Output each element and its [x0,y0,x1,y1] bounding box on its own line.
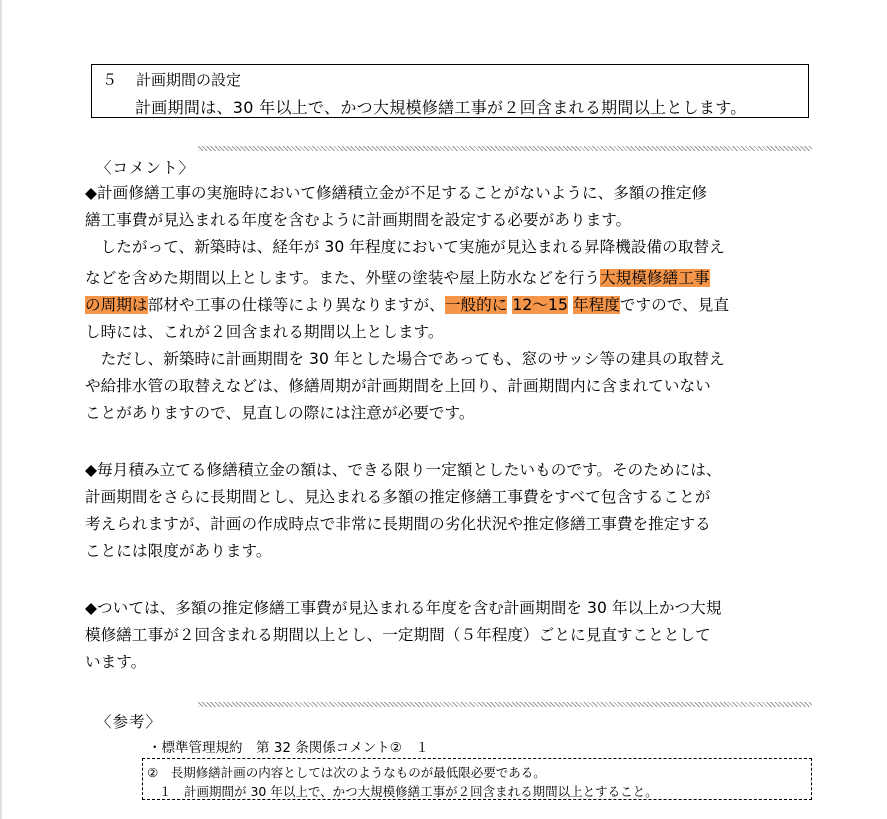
reference-quote-line: ② 長期修繕計画の内容としては次のようなものが最低限必要である。 [147,765,546,780]
page-left-border [0,0,2,819]
comment-line [85,293,729,317]
section-body: 計画期間は、30 年以上で、かつ大規模修繕工事が２回含まれる期間以上とします。 [135,98,747,117]
comment-line: ◆計画修繕工事の実施時において修繕積立金が不足することがないように、多額の推定修 [85,184,708,202]
highlighted-text: の周期は [85,296,148,314]
comment-line: ことには限度があります。 [85,542,272,560]
comment-line: 繕工事費が見込まれる年度を含むように計画期間を設定する必要があります。 [85,211,632,229]
comment-line: や給排水管の取替えなどは、修繕周期が計画期間を上回り、計画期間内に含まれていない [85,377,711,395]
comment-line: ただし、新築時に計画期間を 30 年とした場合であっても、窓のサッシ等の建具の取替え [85,350,725,368]
comment-text: ですので、見直 [619,296,730,314]
highlighted-text: 年程度 [572,296,620,314]
comment-line: したがって、新築時は、経年が 30 年程度において実施が見込まれる昇降機設備の取替え [85,238,725,256]
section-number: ５ [102,71,118,89]
comment-line: います。 [85,653,147,671]
comment-line: ◆毎月積み立てる修繕積立金の額は、できる限り一定額としたいものです。そのためには、 [85,461,722,479]
comment-line: 計画期間をさらに長期間とし、見込まれる多額の推定修繕工事費をすべて包含することが [85,488,711,506]
comment-line [85,266,710,290]
comment-line: し時には、これが２回含まれる期間以上とします。 [85,323,444,341]
comment-line: 模修繕工事が２回含まれる期間以上とし、一定期間（５年程度）ごとに見直すこととして [85,626,711,644]
highlighted-text: 12～15 [512,296,568,314]
comment-line: ◆ついては、多額の推定修繕工事費が見込まれる年度を含む計画期間を 30 年以上かつ大規 [85,599,722,617]
comment-line: ことがありますので、見直しの際には注意が必要です。 [85,404,475,422]
reference-heading: 〈参考〉 [96,713,163,731]
comment-heading: 〈コメント〉 [96,159,196,177]
hatched-divider [198,146,812,151]
section-title: 計画期間の設定 [136,71,242,89]
comment-line: 考えられますが、計画の作成時点で非常に長期間の劣化状況や推定修繕工事費を推定する [85,515,711,533]
section-title-box [91,64,809,118]
reference-quote-box [142,758,812,800]
reference-quote-line: １ 計画期間が 30 年以上で、かつ大規模修繕工事が２回含まれる期間以上とすること。 [159,784,658,799]
comment-text: 部材や工事の仕様等により異なりますが、 [147,296,445,314]
highlighted-text: 大規模修繕工事 [600,269,710,287]
reference-item: ・標準管理規約 第 32 条関係コメント② １ [148,740,429,756]
comment-text: などを含めた期間以上とします。また、外壁の塗装や屋上防水などを行う [85,269,600,287]
highlighted-text: 一般的に [444,296,508,314]
hatched-divider [198,702,812,707]
section-heading [102,69,241,90]
